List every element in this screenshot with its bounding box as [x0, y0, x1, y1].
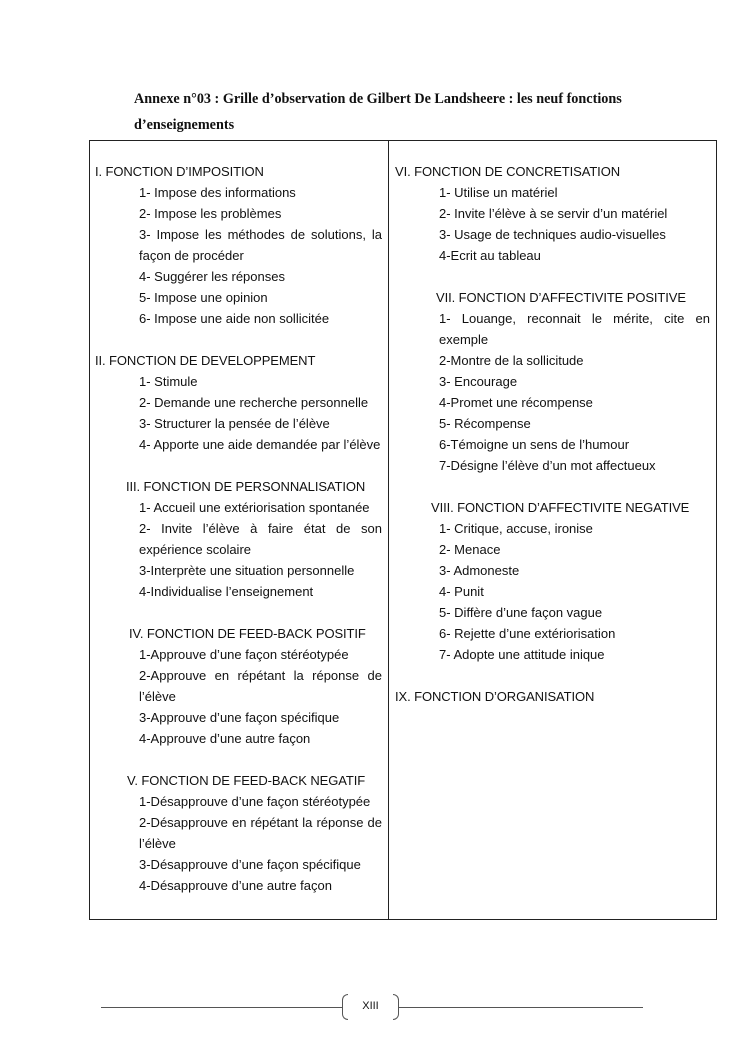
- section-imposition: [95, 161, 382, 329]
- list-item: 4-Désapprouve d’une autre façon: [139, 878, 332, 893]
- list-item: 4-Individualise l’enseignement: [139, 584, 314, 599]
- section-heading: VI. FONCTION DE CONCRETISATION: [395, 164, 620, 179]
- list-item: 3- Admoneste: [439, 563, 520, 578]
- list-item: 1- Accueil une extériorisation spontanée: [139, 500, 370, 515]
- page-number: XIII: [362, 1000, 379, 1012]
- footer-rule-right: [399, 1007, 643, 1008]
- list-item: 2- Invite l’élève à faire état de son expérience scolaire: [139, 521, 382, 557]
- list-item: 1- Utilise un matériel: [439, 185, 558, 200]
- section-organisation: [395, 686, 710, 707]
- left-column: [95, 161, 382, 896]
- section-heading: I. FONCTION D’IMPOSITION: [95, 164, 264, 179]
- list-item: 7- Adopte une attitude inique: [439, 647, 605, 662]
- list-item: 1- Impose des informations: [139, 185, 296, 200]
- section-heading: VIII. FONCTION D’AFFECTIVITE NEGATIVE: [431, 500, 690, 515]
- section-concretisation: [395, 161, 710, 266]
- list-item: 2- Menace: [439, 542, 501, 557]
- right-column: [395, 161, 710, 707]
- list-item: 1-Désapprouve d’une façon stéréotypée: [139, 794, 371, 809]
- list-item: 1- Stimule: [139, 374, 198, 389]
- list-item: 3-Approuve d’une façon spécifique: [139, 710, 340, 725]
- list-item: 1- Louange, reconnait le mérite, cite en exemple: [439, 311, 710, 347]
- list-item: 3-Désapprouve d’une façon spécifique: [139, 857, 361, 872]
- list-item: 2- Impose les problèmes: [139, 206, 282, 221]
- section-heading: III. FONCTION DE PERSONNALISATION: [126, 479, 366, 494]
- column-divider: [388, 140, 389, 920]
- section-developpement: [95, 350, 382, 455]
- list-item: 5- Récompense: [439, 416, 531, 431]
- page-number-bracket-right: [393, 994, 399, 1020]
- footer-rule-left: [101, 1007, 342, 1008]
- list-item: 5- Diffère d’une façon vague: [439, 605, 603, 620]
- section-heading: V. FONCTION DE FEED-BACK NEGATIF: [127, 773, 366, 788]
- list-item: 4-Ecrit au tableau: [439, 248, 541, 263]
- list-item: 4-Promet une récompense: [439, 395, 593, 410]
- list-item: 5- Impose une opinion: [139, 290, 268, 305]
- list-item: 4- Apporte une aide demandée par l’élève: [139, 437, 381, 452]
- list-item: 4-Approuve d’une autre façon: [139, 731, 311, 746]
- section-personnalisation: [95, 476, 382, 602]
- list-item: 3-Interprète une situation personnelle: [139, 563, 355, 578]
- annex-title-line-1: Annexe n°03 : Grille d’observation de Gilbert De Landsheere : les neuf fonctions: [134, 91, 622, 107]
- annex-title: [134, 86, 704, 138]
- section-heading: IV. FONCTION DE FEED-BACK POSITIF: [129, 626, 366, 641]
- list-item: 2- Invite l’élève à se servir d’un matériel: [439, 206, 668, 221]
- list-item: 1-Approuve d’une façon stéréotypée: [139, 647, 349, 662]
- list-item: 2- Demande une recherche personnelle: [139, 395, 369, 410]
- section-affectivite-positive: [395, 287, 710, 476]
- list-item: 4- Suggérer les réponses: [139, 269, 285, 284]
- section-heading: IX. FONCTION D’ORGANISATION: [395, 689, 595, 704]
- list-item: 6-Témoigne un sens de l’humour: [439, 437, 630, 452]
- section-heading: VII. FONCTION D’AFFECTIVITE POSITIVE: [436, 290, 686, 305]
- list-item: 6- Impose une aide non sollicitée: [139, 311, 330, 326]
- list-item: 3- Structurer la pensée de l’élève: [139, 416, 330, 431]
- section-feedback-positif: [95, 623, 382, 749]
- list-item: 3- Encourage: [439, 374, 518, 389]
- list-item: 4- Punit: [439, 584, 484, 599]
- list-item: 2-Approuve en répétant la réponse de l’élève: [139, 668, 382, 704]
- list-item: 3- Usage de techniques audio-visuelles: [439, 227, 666, 242]
- list-item: 1- Critique, accuse, ironise: [439, 521, 593, 536]
- section-feedback-negatif: [95, 770, 382, 896]
- section-affectivite-negative: [395, 497, 710, 665]
- list-item: 2-Montre de la sollicitude: [439, 353, 584, 368]
- list-item: 2-Désapprouve en répétant la réponse de l’élève: [139, 815, 382, 851]
- annex-title-line-2: d’enseignements: [134, 117, 235, 133]
- list-item: 3- Impose les méthodes de solutions, la façon de procéder: [139, 227, 382, 263]
- list-item: 6- Rejette d’une extériorisation: [439, 626, 616, 641]
- list-item: 7-Désigne l’élève d’un mot affectueux: [439, 458, 656, 473]
- section-heading: II. FONCTION DE DEVELOPPEMENT: [95, 353, 316, 368]
